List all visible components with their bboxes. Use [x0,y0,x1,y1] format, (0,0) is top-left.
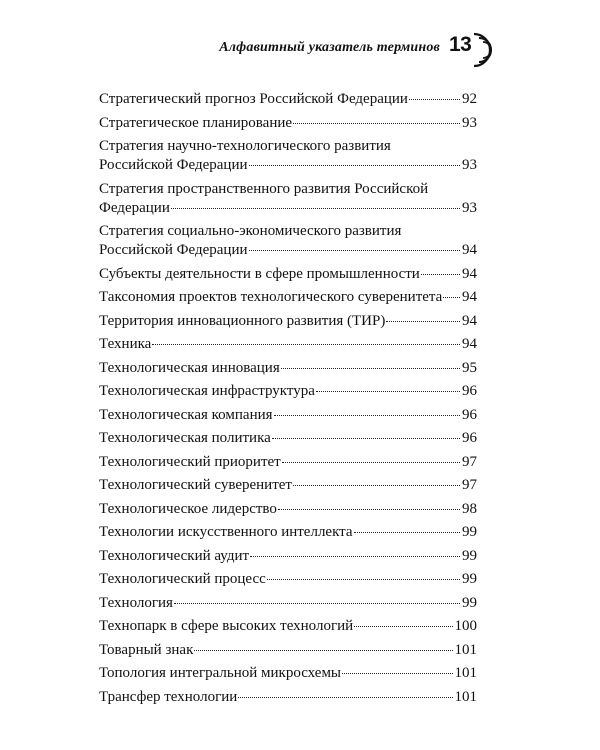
dotted-leader [281,368,460,369]
index-entry-page-number: 101 [454,688,477,705]
index-entry-term-line: Технологическая инфраструктура [99,383,315,399]
index-entry-last-line [99,406,477,425]
index-entry-page-number: 96 [462,406,477,423]
index-entry-term-line: Технологическая компания [99,406,273,423]
index-entry-term-line: Федерации [99,199,170,216]
index-entry-last-line [99,523,477,542]
index-entry-term-line: Техника [99,336,152,352]
index-entry-page-number: 93 [462,114,477,131]
dotted-leader [249,250,460,251]
page-number: 13 [449,33,472,56]
index-entry-page-number: 94 [462,289,477,305]
index-entry-page-number: 96 [462,430,477,446]
index-entry [99,359,477,378]
index-entry-last-line [99,547,477,566]
dotted-leader [293,123,460,124]
index-entry-last-line [99,429,477,448]
index-entry-page-number: 92 [462,91,477,107]
index-entry-last-line [99,688,477,707]
index-entry-page-number: 99 [462,594,477,611]
index-entry-last-line [99,617,477,636]
dotted-leader [152,344,460,345]
index-entry-term-line: Территория инновационного развития (ТИР) [99,312,386,329]
index-entry-last-line [99,570,477,589]
index-entry [99,222,477,260]
index-entry-term-line: Российской Федерации [99,157,248,173]
index-entry-last-line [99,453,477,472]
index-entry [99,90,477,109]
index-entry-last-line [99,312,477,331]
index-entry-page-number: 94 [462,242,477,258]
index-entry-term-line: Технологический аудит [99,547,250,564]
index-entry-page-number: 97 [462,453,477,470]
index-entry-term-line: Технологическое лидерство [99,500,277,517]
index-entry-page-number: 93 [462,157,477,173]
index-entry-term-line: Стратегический прогноз Российской Федерации [99,91,408,107]
index-entry-last-line [99,199,477,218]
index-entry-term-line: Стратегия научно-технологического развития [99,138,391,154]
index-entry [99,312,477,331]
index-entry-term-line: Субъекты деятельности в сфере промышленности [99,265,420,282]
dotted-leader [282,462,460,463]
index-entry [99,688,477,707]
index-entry-last-line [99,641,477,660]
index-entry-term-line: Товарный знак [99,641,194,658]
index-entries-list [99,90,477,711]
index-entry-page-number: 98 [462,500,477,517]
dotted-leader [342,673,452,674]
index-entry-last-line [99,288,477,307]
index-entry-page-number: 99 [462,524,477,540]
index-entry-page-number: 99 [462,571,477,587]
index-entry-term-line: Технологический приоритет [99,453,281,470]
index-entry [99,288,477,307]
index-entry-page-number: 97 [462,477,477,493]
index-entry [99,664,477,683]
index-entry-term-line: Технологический суверенитет [99,477,292,493]
index-entry-term-line: Трансфер технологии [99,688,238,705]
index-entry-term-line: Стратегическое планирование [99,114,293,131]
index-entry-term-line: Таксономия проектов технологического суверенитета [99,289,443,305]
index-entry-last-line [99,594,477,613]
index-entry [99,137,477,175]
index-entry-last-line [99,335,477,354]
index-entry-page-number: 94 [462,336,477,352]
index-entry [99,617,477,636]
index-entry-term-line: Стратегия социально-экономического развития [99,223,402,239]
index-entry-last-line [99,476,477,495]
index-entry [99,406,477,425]
index-entry-last-line [99,90,477,109]
running-header [0,30,600,70]
index-entry [99,382,477,401]
dotted-leader [386,321,460,322]
index-entry-term-line: Технологический процесс [99,571,266,587]
index-entry-term-line: Технологическая политика [99,430,271,446]
index-entry-page-number: 99 [462,547,477,564]
index-entry-last-line [99,664,477,683]
index-entry [99,500,477,519]
dotted-leader [250,556,460,557]
index-entry [99,547,477,566]
dotted-leader [272,438,460,439]
dotted-leader [443,297,460,298]
index-entry [99,641,477,660]
index-entry-term-line: Технопарк в сфере высоких технологий [99,618,354,634]
index-entry [99,265,477,284]
index-entry-term-line: Стратегия пространственного развития Российской [99,180,429,197]
index-entry [99,335,477,354]
dotted-leader [238,697,452,698]
index-entry [99,523,477,542]
index-entry-last-line [99,359,477,378]
dotted-leader [278,509,460,510]
index-entry-last-line [99,265,477,284]
dotted-leader [249,165,460,166]
index-entry-last-line [99,500,477,519]
dotted-leader [194,650,452,651]
dotted-leader [409,99,460,100]
index-entry-page-number: 93 [462,199,477,216]
running-header-title: Алфавитный указатель терминов [219,40,440,55]
index-entry-last-line [99,382,477,401]
index-entry-last-line [99,156,477,175]
dotted-leader [171,208,460,209]
dotted-leader [293,485,460,486]
dotted-leader [354,532,460,533]
index-entry [99,180,477,218]
dotted-leader [274,415,460,416]
dotted-leader [354,626,452,627]
index-entry [99,570,477,589]
index-entry [99,453,477,472]
index-entry-term-line: Топология интегральной микросхемы [99,665,342,681]
index-entry-term-line: Технология [99,594,173,611]
dotted-leader [316,391,460,392]
dotted-leader [174,603,460,604]
index-entry [99,114,477,133]
index-entry-term-line: Российской Федерации [99,242,248,258]
index-entry [99,476,477,495]
index-entry-last-line [99,241,477,260]
index-entry-term-line: Технологии искусственного интеллекта [99,524,353,540]
index-entry-page-number: 96 [462,383,477,399]
index-entry-page-number: 101 [454,641,477,658]
index-entry-page-number: 94 [462,312,477,329]
index-entry-page-number: 101 [454,665,477,681]
index-entry-page-number: 100 [454,618,477,634]
dotted-leader [421,274,460,275]
index-entry-page-number: 95 [462,359,477,376]
index-entry-term-line: Технологическая инновация [99,359,280,376]
index-entry-last-line [99,114,477,133]
index-entry [99,429,477,448]
index-entry [99,594,477,613]
dotted-leader [267,579,460,580]
page-number-arcs-icon [468,30,508,70]
index-entry-page-number: 94 [462,265,477,282]
